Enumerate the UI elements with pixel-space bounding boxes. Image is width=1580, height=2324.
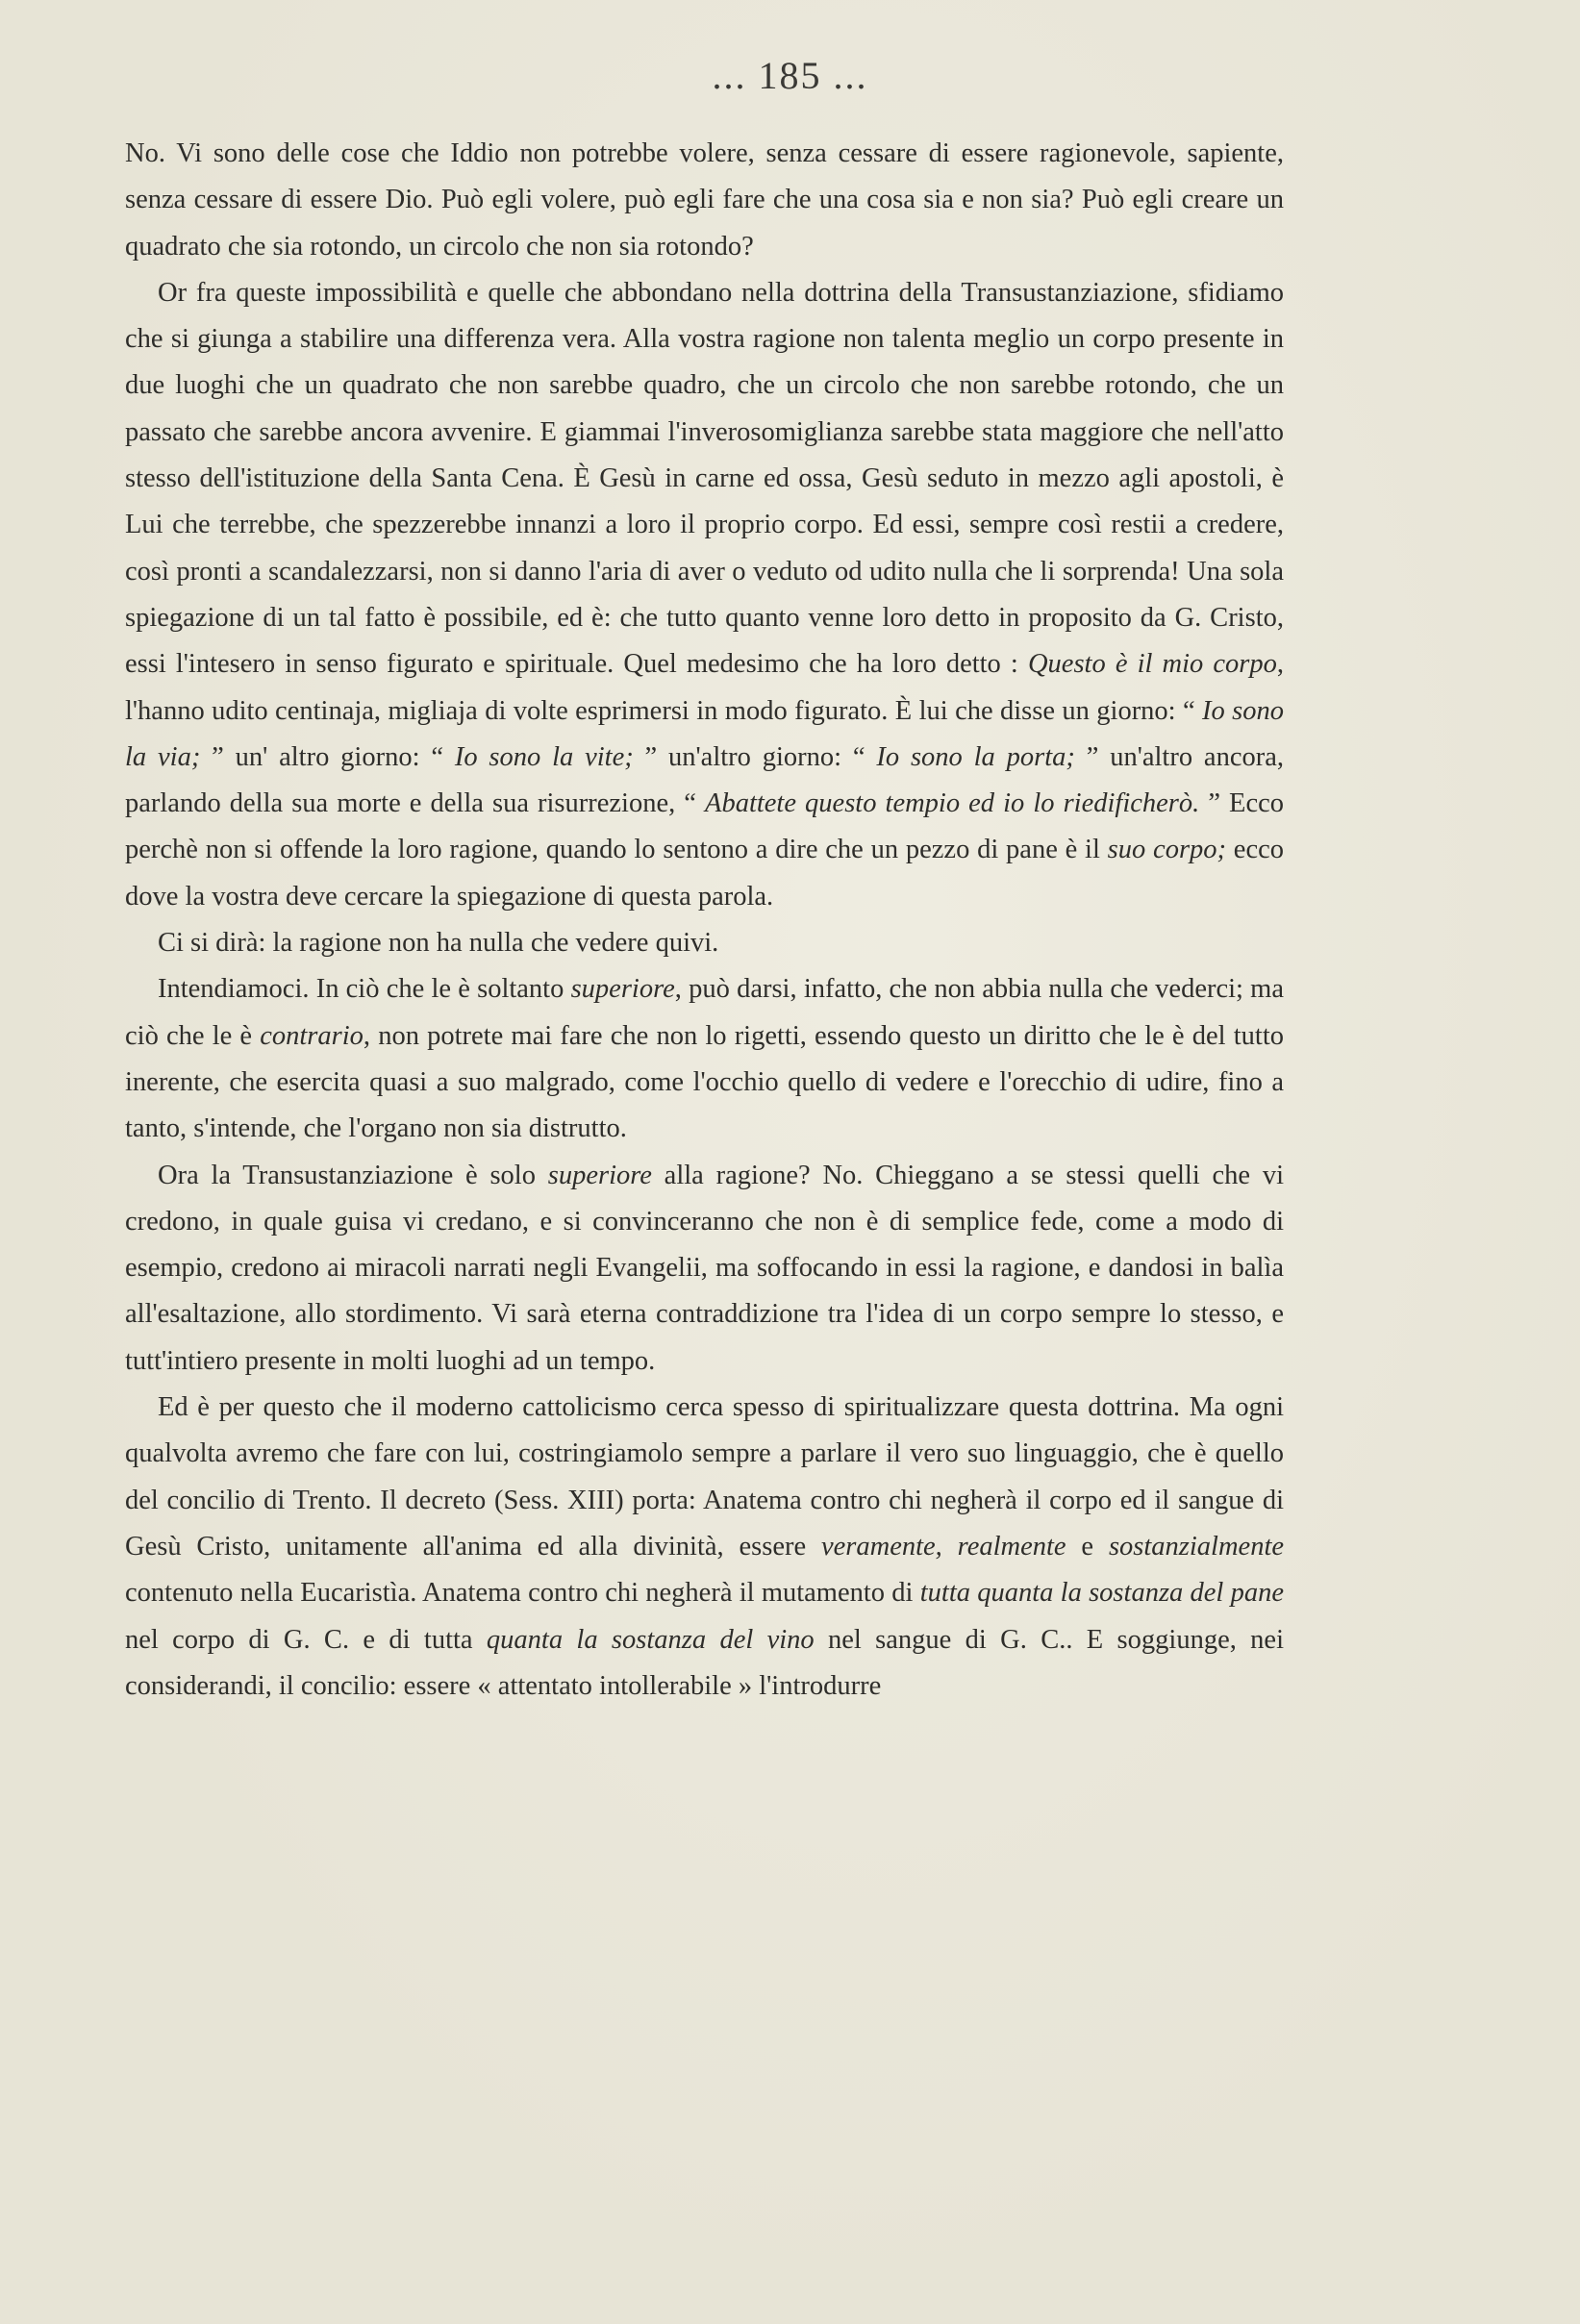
paragraph xyxy=(125,1385,1284,1710)
paragraph xyxy=(125,270,1284,920)
italic-text: contrario xyxy=(260,1020,364,1051)
text-run: Ci si dirà: la ragione non ha nulla che vedere quivi. xyxy=(158,928,719,959)
text-run: ” un' altro giorno: “ xyxy=(200,741,455,772)
italic-text: Io sono la vite; xyxy=(454,741,634,772)
paragraph xyxy=(125,131,1284,270)
italic-text: suo corpo; xyxy=(1107,835,1227,865)
text-run: Ed è per questo che il moderno cattolicismo cerca spesso di spiritualizzare questa dottrina. Ma ogni qualvolta avremo che fare con lui, costringiamolo sempre a parlare il vero suo linguaggio, che è quello del concilio di Trento. Il decreto (Sess. XIII) porta: Anatema contro chi negherà il corpo ed il sangue di Gesù Cristo, unitamente all'anima ed alla divinità, essere xyxy=(125,1392,1284,1562)
italic-text: superiore xyxy=(570,974,675,1005)
paragraph xyxy=(125,1153,1284,1385)
italic-text: Questo è il mio corpo xyxy=(1027,649,1277,680)
italic-text: Io sono la porta; xyxy=(876,741,1075,772)
paragraph xyxy=(125,920,1284,966)
text-run: ecco dove la vostra deve cercare la spiegazione di questa parola. xyxy=(125,835,1285,912)
italic-text: Io sono la via; xyxy=(125,695,1284,772)
text-run: e xyxy=(1066,1531,1109,1562)
paragraph xyxy=(125,966,1284,1152)
text-run: , non potrete mai fare che non lo rigetti, essendo questo un diritto che le è del tutto inerente, che esercita quasi a suo malgrado, come l'occhio quello di vedere e l'orecchio di udire, fino a tanto, s'intende, che l'organo non sia distrutto. xyxy=(125,1020,1284,1144)
text-run: contenuto nella Eucaristìa. Anatema contro chi negherà il mutamento di xyxy=(125,1578,920,1609)
text-run: nel corpo di G. C. e di tutta xyxy=(125,1624,487,1655)
text-run: , può darsi, infatto, che non abbia nulla che vederci; ma ciò che le è xyxy=(125,974,1284,1051)
text-run: No. Vi sono delle cose che Iddio non potrebbe volere, senza cessare di essere ragionevole, sapiente, senza cessare di essere Dio. Può egli volere, può egli fare che una cosa sia e non sia? Può egli creare un quadrato che sia rotondo, un circolo che non sia rotondo? xyxy=(125,138,1284,262)
italic-text: superiore xyxy=(547,1160,652,1190)
text-run: nel sangue di G. C.. E soggiunge, nei considerandi, il concilio: essere « attentato intollerabile » l'introdurre xyxy=(125,1624,1284,1701)
italic-text: quanta la sostanza del vino xyxy=(486,1624,815,1655)
text-run: ” un'altro giorno: “ xyxy=(633,741,877,772)
text-run: alla ragione? No. Chieggano a se stessi quelli che vi credono, in quale guisa vi credano, e si convinceranno che non è di semplice fede, come a modo di esempio, credono ai miracoli narrati negli Evangelii, ma soffocando in essi la ragione, e dandosi in balìa all'esaltazione, allo stordimento. Vi sarà eterna contraddizione tra l'idea di un corpo sempre lo stesso, e tutt'intiero presente in molti luoghi ad un tempo. xyxy=(125,1160,1284,1376)
text-run: Ora la Transustanziazione è solo xyxy=(158,1160,548,1190)
italic-text: tutta quanta la sostanza del pane xyxy=(919,1578,1285,1609)
page-number: ... 185 ... xyxy=(712,54,868,97)
italic-text: sostanzialmente xyxy=(1108,1531,1285,1562)
text-run: ” un'altro ancora, parlando della sua morte e della sua risurrezione, “ xyxy=(125,741,1284,819)
italic-text: Abattete questo tempio ed io lo riedificherò. xyxy=(705,788,1200,819)
text-run: , l'hanno udito centinaja, migliaja di volte esprimersi in modo figurato. È lui che disse un giorno: “ xyxy=(125,649,1285,726)
italic-text: veramente, realmente xyxy=(820,1531,1066,1562)
text-run: ” Ecco perchè non si offende la loro ragione, quando lo sentono a dire che un pezzo di pane è il xyxy=(125,788,1284,865)
text-run: Or fra queste impossibilità e quelle che abbondano nella dottrina della Transustanziazione, sfidiamo che si giunga a stabilire una differenza vera. Alla vostra ragione non talenta meglio un corpo presente in due luoghi che un quadrato che non sarebbe quadro, che un circolo che non sarebbe rotondo, che un passato che sarebbe ancora avvenire. E giammai l'inverosomiglianza sarebbe stata maggiore che nell'atto stesso dell'istituzione della Santa Cena. È Gesù in carne ed ossa, Gesù seduto in mezzo agli apostoli, è Lui che terrebbe, che spezzerebbe innanzi a loro il proprio corpo. Ed essi, sempre così restii a credere, così pronti a scandalezzarsi, non si danno l'aria di aver o veduto od udito nulla che li sorprenda! Una sola spiegazione di un tal fatto è possibile, ed è: che tutto quanto venne loro detto in proposito da G. Cristo, essi l'intesero in senso figurato e spirituale. Quel medesimo che ha loro detto : xyxy=(125,277,1284,680)
text-run: Intendiamoci. In ciò che le è soltanto xyxy=(158,974,571,1005)
body-text xyxy=(125,131,1284,1710)
